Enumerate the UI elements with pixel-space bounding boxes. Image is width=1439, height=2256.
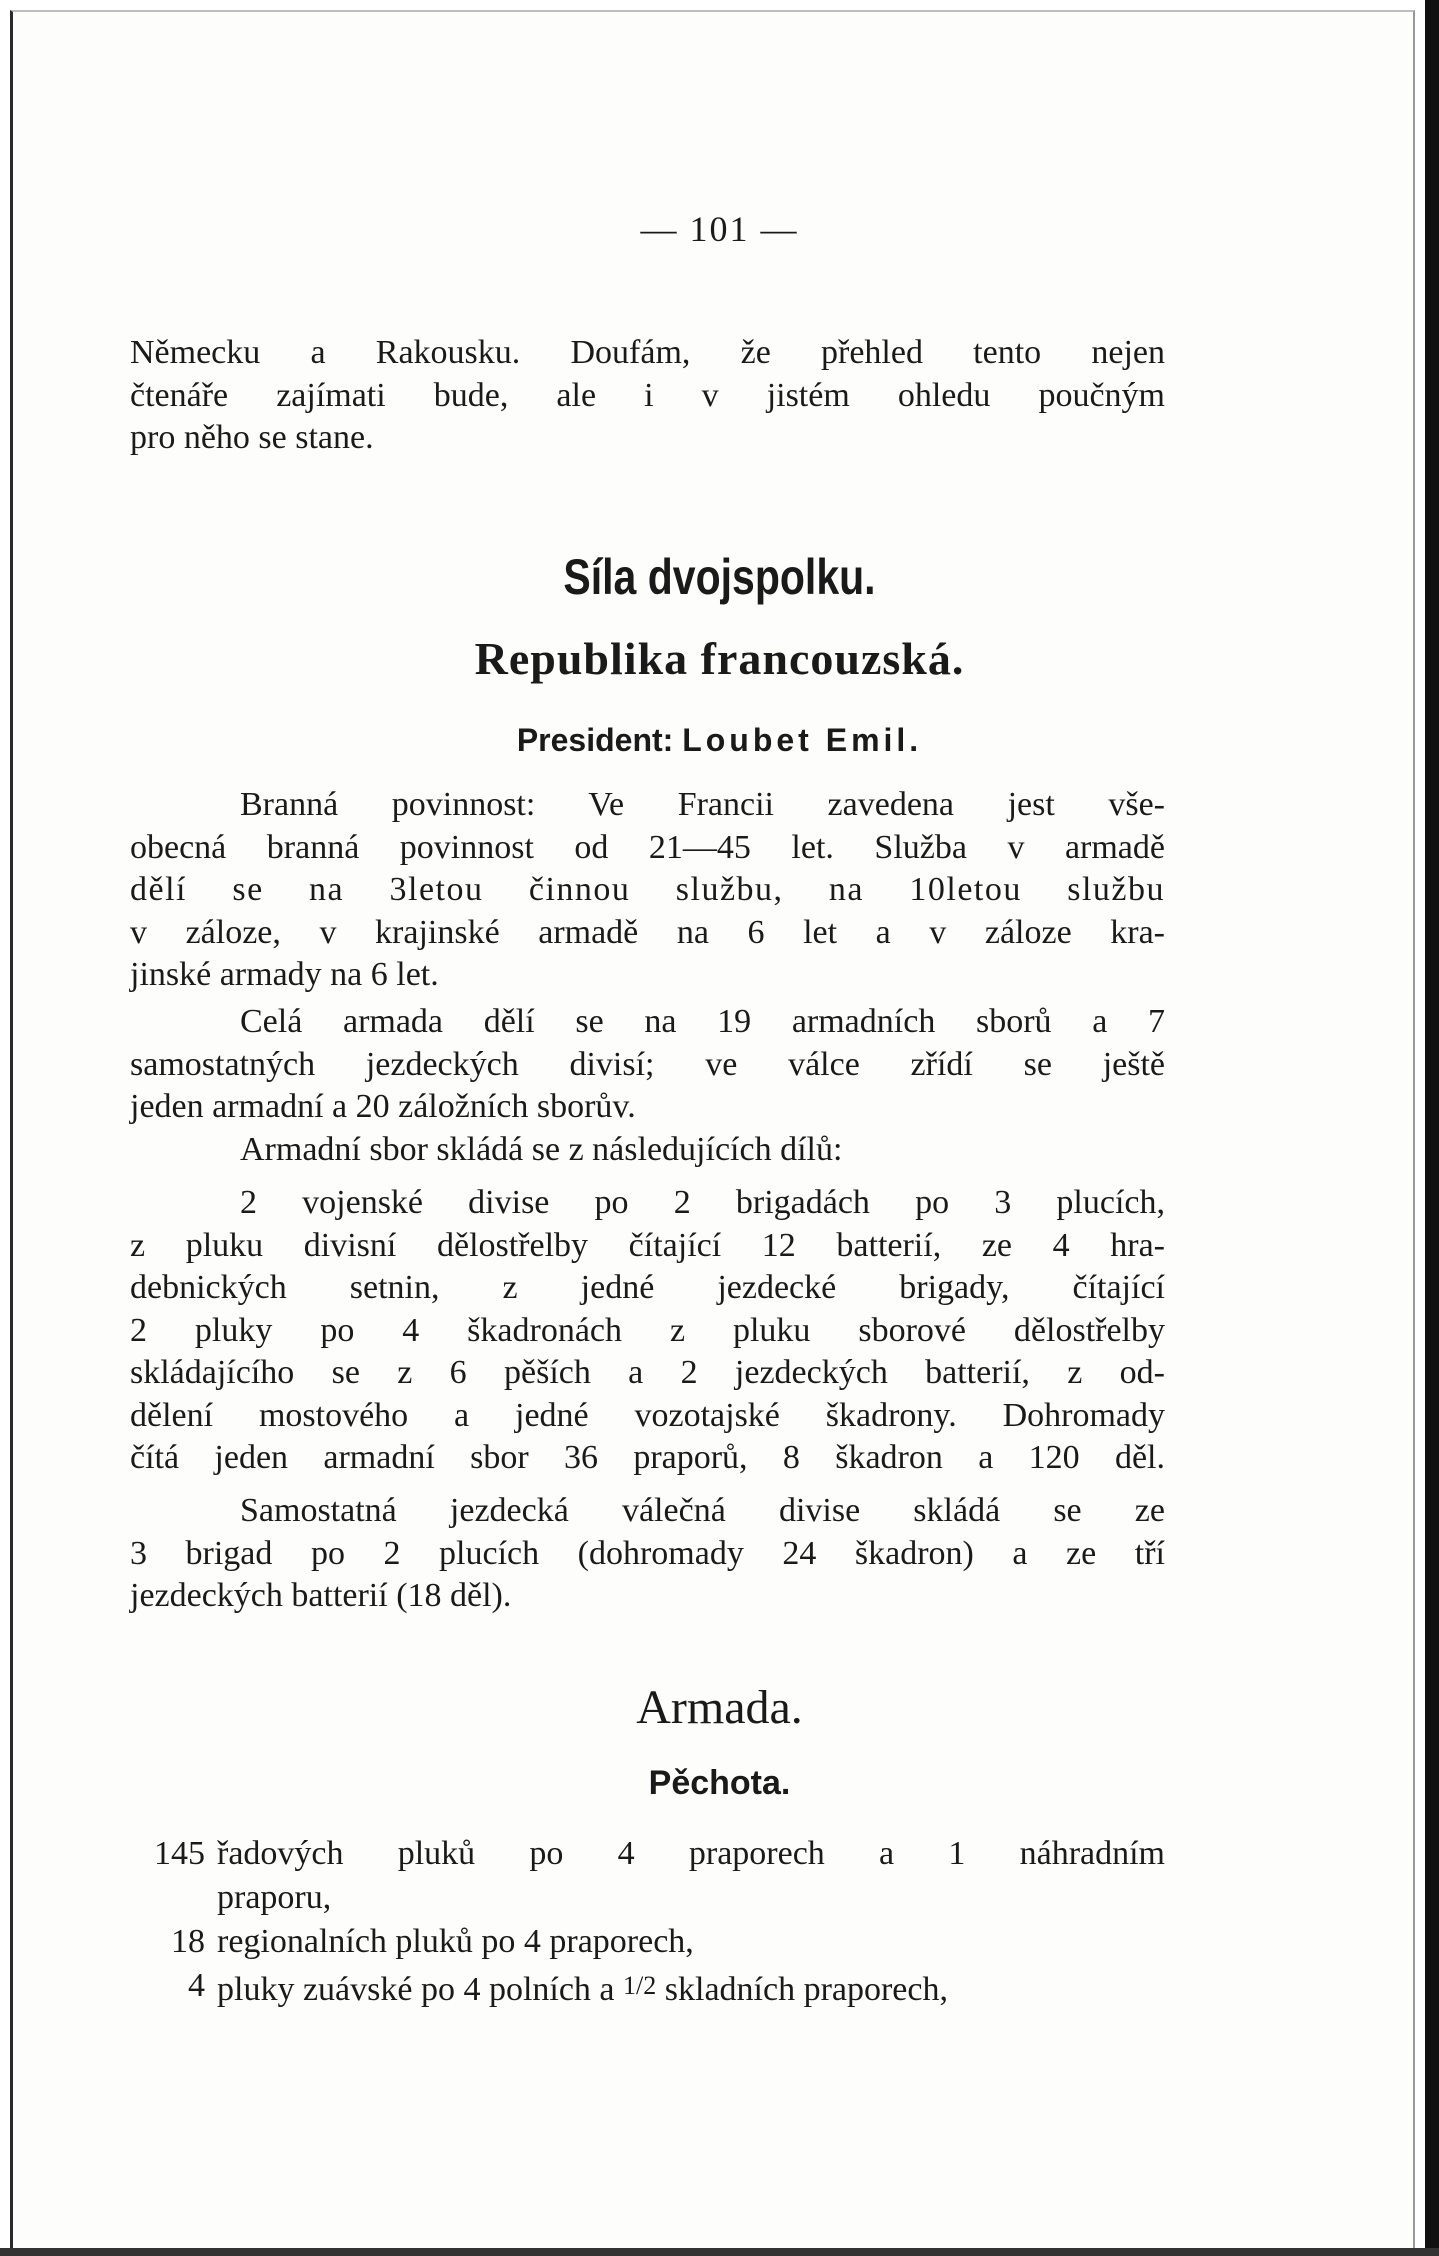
- paragraph-armadni-sbor: [130, 1129, 1165, 1172]
- infantry-list: [130, 1832, 1165, 2012]
- paragraph-branna-povinnost: [130, 784, 1165, 997]
- paragraph-line: 2 vojenské divise po 2 brigadách po 3 plucích,: [240, 1184, 1165, 1221]
- intro-line: pro něho se stane.: [130, 419, 374, 456]
- heading-sila-dvojspolku: Síla dvojspolku.: [563, 549, 876, 605]
- list-item-text-before: pluky zuávské po 4 polních a: [217, 1971, 624, 2008]
- paragraph-line: Celá armada dělí se na 19 armadních sborů a 7: [240, 1003, 1165, 1040]
- fraction-half: 1/2: [623, 1971, 657, 2000]
- list-item: [130, 1920, 1165, 1964]
- paragraph-vojenske-divise: [130, 1182, 1165, 1480]
- president-label: President:: [516, 722, 674, 758]
- list-item-text: [217, 1920, 1165, 1964]
- paragraph-line: Armadní sbor skládá se z následujících dílů:: [240, 1131, 843, 1168]
- page-number: — 101 —: [640, 209, 799, 249]
- intro-line: Německu a Rakousku. Doufám, že přehled tento nejen: [130, 334, 1165, 371]
- list-item-text-after: skladních praporech,: [656, 1971, 948, 2008]
- president-name: Loubet Emil.: [682, 722, 923, 758]
- paragraph-line: obecná branná povinnost od 21—45 let. Služba v armadě: [130, 828, 1165, 866]
- paragraph-line: dělí se na 3letou činnou službu, na 10letou službu: [130, 871, 1165, 908]
- paragraph-line: 2 pluky po 4 škadronách z pluku sborové dělostřelby: [130, 1311, 1165, 1349]
- intro-paragraph: [130, 332, 1165, 460]
- paragraph-line: čítá jeden armadní sbor 36 praporů, 8 škadron a 120 děl.: [130, 1439, 1165, 1476]
- paragraph-line: jezdeckých batterií (18 děl).: [130, 1577, 512, 1614]
- paragraph-line: debnických setnin, z jedné jezdecké brigady, čítající: [130, 1269, 1165, 1306]
- paragraph-line: v záloze, v krajinské armadě na 6 let a v záloze kra-: [130, 913, 1165, 951]
- list-item-count: 4: [188, 1967, 205, 2004]
- list-item: [130, 1964, 1165, 2012]
- paragraph-line: jinské armady na 6 let.: [130, 956, 439, 993]
- scan-edge-right: [1425, 0, 1439, 2256]
- list-item-line: regionalních pluků po 4 praporech,: [217, 1923, 694, 1960]
- heading-republika: Republika francouzská.: [474, 633, 965, 684]
- paragraph-line: samostatných jezdeckých divisí; ve válce zřídí se ještě: [130, 1045, 1165, 1083]
- paragraph-samostatna-divise: [130, 1490, 1165, 1618]
- scan-edge-bottom: [0, 2248, 1439, 2256]
- list-item-count: 145: [154, 1835, 205, 1872]
- paragraph-line: z pluku divisní dělostřelby čítající 12 batterií, ze 4 hra-: [130, 1226, 1165, 1264]
- list-item-line: řadových pluků po 4 praporech a 1 náhradním: [217, 1835, 1165, 1872]
- paragraph-line: Branná povinnost: Ve Francii zavedena jest vše-: [240, 786, 1165, 823]
- heading-president: [0, 722, 1439, 759]
- list-item: [130, 1832, 1165, 1920]
- paragraph-line: jeden armadní a 20 záložních sborův.: [130, 1088, 636, 1125]
- heading-pechota: Pěchota.: [648, 1764, 791, 1802]
- heading-armada: Armada.: [636, 1681, 803, 1734]
- paragraph-cela-armada: [130, 1001, 1165, 1129]
- list-item-text: [217, 1832, 1165, 1920]
- paragraph-line: 3 brigad po 2 plucích (dohromady 24 škadron) a ze tří: [130, 1534, 1165, 1572]
- paragraph-line: skládajícího se z 6 pěších a 2 jezdeckých batterií, z od-: [130, 1354, 1165, 1391]
- list-item-line: praporu,: [217, 1879, 332, 1916]
- paragraph-line: Samostatná jezdecká válečná divise skládá se ze: [240, 1492, 1165, 1529]
- list-item-text: [217, 1964, 1165, 2012]
- list-item-count: 18: [171, 1923, 205, 1960]
- paragraph-line: dělení mostového a jedné vozotajské škadrony. Dohromady: [130, 1396, 1165, 1434]
- intro-line: čtenáře zajímati bude, ale i v jistém ohledu poučným: [130, 376, 1165, 414]
